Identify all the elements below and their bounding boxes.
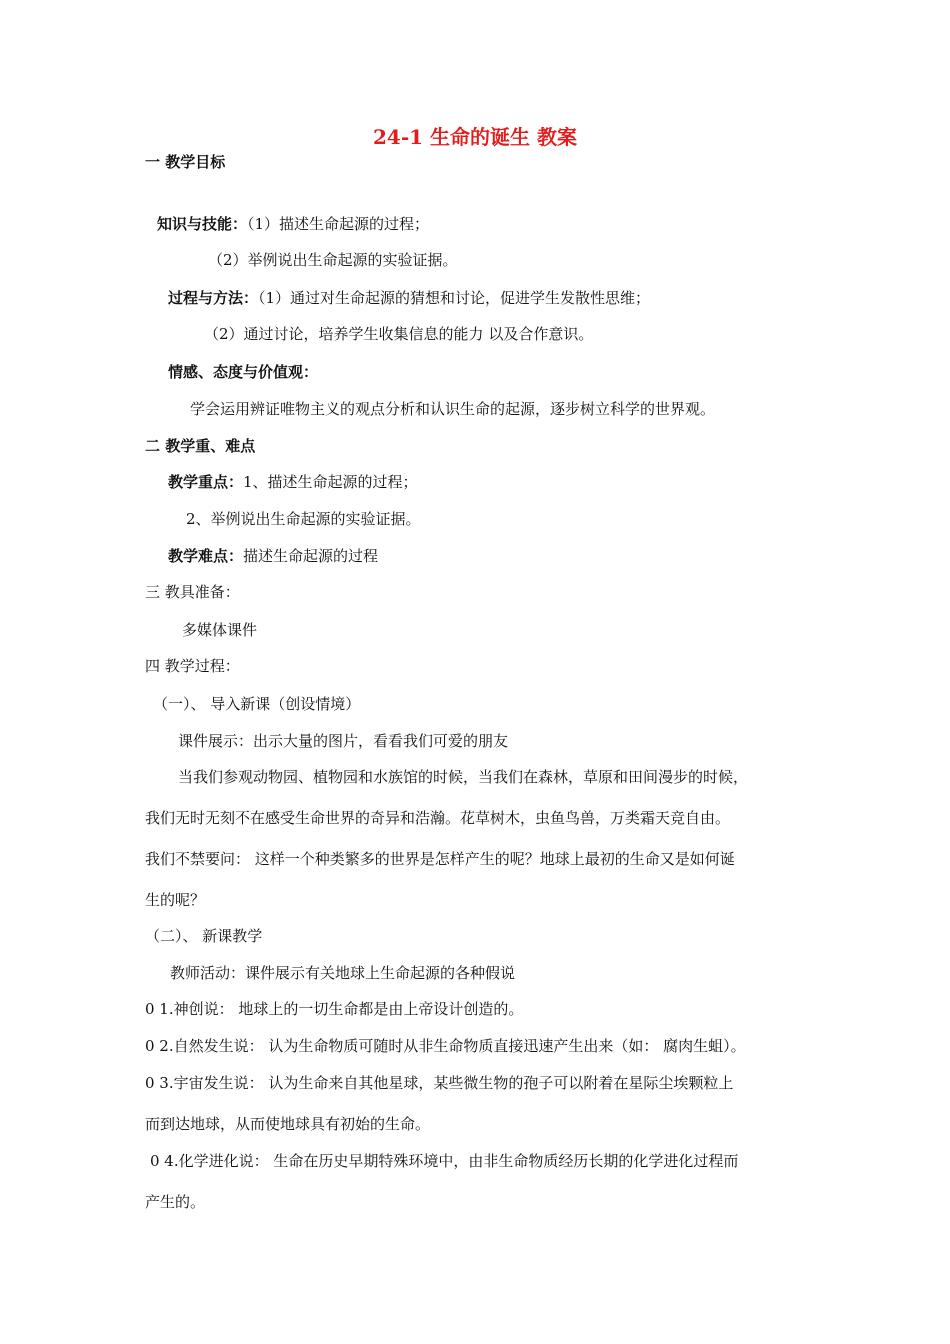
part-1-heading: （一）、 导入新课（创设情境） (153, 695, 361, 713)
hypothesis-3-line-2: 而到达地球，从而使地球具有初始的生命。 (145, 1115, 431, 1133)
knowledge-skills-line (157, 214, 429, 234)
focus-line (168, 472, 418, 492)
teacher-activity-line: 教师活动：课件展示有关地球上生命起源的各种假说 (170, 964, 516, 982)
difficulty-text: 描述生命起源的过程 (243, 547, 379, 565)
difficulty-line (168, 546, 378, 566)
part-2-heading: （二）、 新课教学 (145, 927, 263, 945)
hypothesis-4-line-2: 产生的。 (145, 1193, 206, 1211)
difficulty-label: 教学难点： (168, 547, 244, 565)
knowledge-skills-item-2: （2）举例说出生命起源的实验证据。 (208, 251, 458, 269)
intro-paragraph-line-2: 我们无时无刻不在感受生命世界的奇异和浩瀚。花草树木，虫鱼鸟兽，万类霜天竞自由。 (145, 809, 731, 827)
section-heading-materials: 三 教具准备： (145, 583, 240, 601)
part-1-courseware-line: 课件展示：出示大量的图片，看看我们可爱的朋友 (178, 732, 509, 750)
intro-paragraph-line-1: 当我们参观动物园、植物园和水族馆的时候，当我们在森林，草原和田间漫步的时候， (178, 768, 749, 786)
hypothesis-3-line-1: 0 3.宇宙发生说： 认为生命来自其他星球，某些微生物的孢子可以附着在星际尘埃颗粒上 (145, 1074, 734, 1092)
intro-paragraph-line-3: 我们不禁要问： 这样一个种类繁多的世界是怎样产生的呢？地球上最初的生命又是如何诞 (145, 850, 735, 868)
focus-item-1: 1、描述生命起源的过程； (243, 473, 418, 491)
section-heading-objectives: 一 教学目标 (145, 153, 226, 171)
hypothesis-1: 0 1.神创说： 地球上的一切生命都是由上帝设计创造的。 (145, 1000, 524, 1018)
knowledge-skills-item-1: （1）描述生命起源的过程； (247, 215, 430, 233)
focus-item-2: 2、举例说出生命起源的实验证据。 (186, 510, 421, 528)
section-heading-key-points: 二 教学重、难点 (145, 437, 256, 455)
section-heading-process: 四 教学过程： (145, 657, 240, 675)
emotion-values-label: 情感、态度与价值观： (168, 363, 319, 381)
hypothesis-2: 0 2.自然发生说： 认为生命物质可随时从非生命物质直接迅速产生出来（如： 腐肉生蛆）。 (145, 1037, 746, 1055)
process-methods-item-1: （1）通过对生命起源的猜想和讨论，促进学生发散性思维； (258, 289, 651, 307)
materials-text: 多媒体课件 (182, 621, 258, 639)
process-methods-label: 过程与方法： (168, 289, 259, 307)
focus-label: 教学重点： (168, 473, 244, 491)
knowledge-skills-label: 知识与技能： (157, 215, 248, 233)
document-title: 24-1 生命的诞生 教案 (373, 125, 577, 149)
intro-paragraph-line-4: 生的呢？ (145, 891, 206, 909)
process-methods-item-2: （2）通过讨论，培养学生收集信息的能力 以及合作意识。 (204, 325, 594, 343)
hypothesis-4-line-1: 0 4.化学进化说： 生命在历史早期特殊环境中，由非生命物质经历长期的化学进化过程而 (150, 1152, 739, 1170)
process-methods-line (168, 288, 650, 308)
emotion-values-text: 学会运用辨证唯物主义的观点分析和认识生命的起源，逐步树立科学的世界观。 (190, 400, 716, 418)
